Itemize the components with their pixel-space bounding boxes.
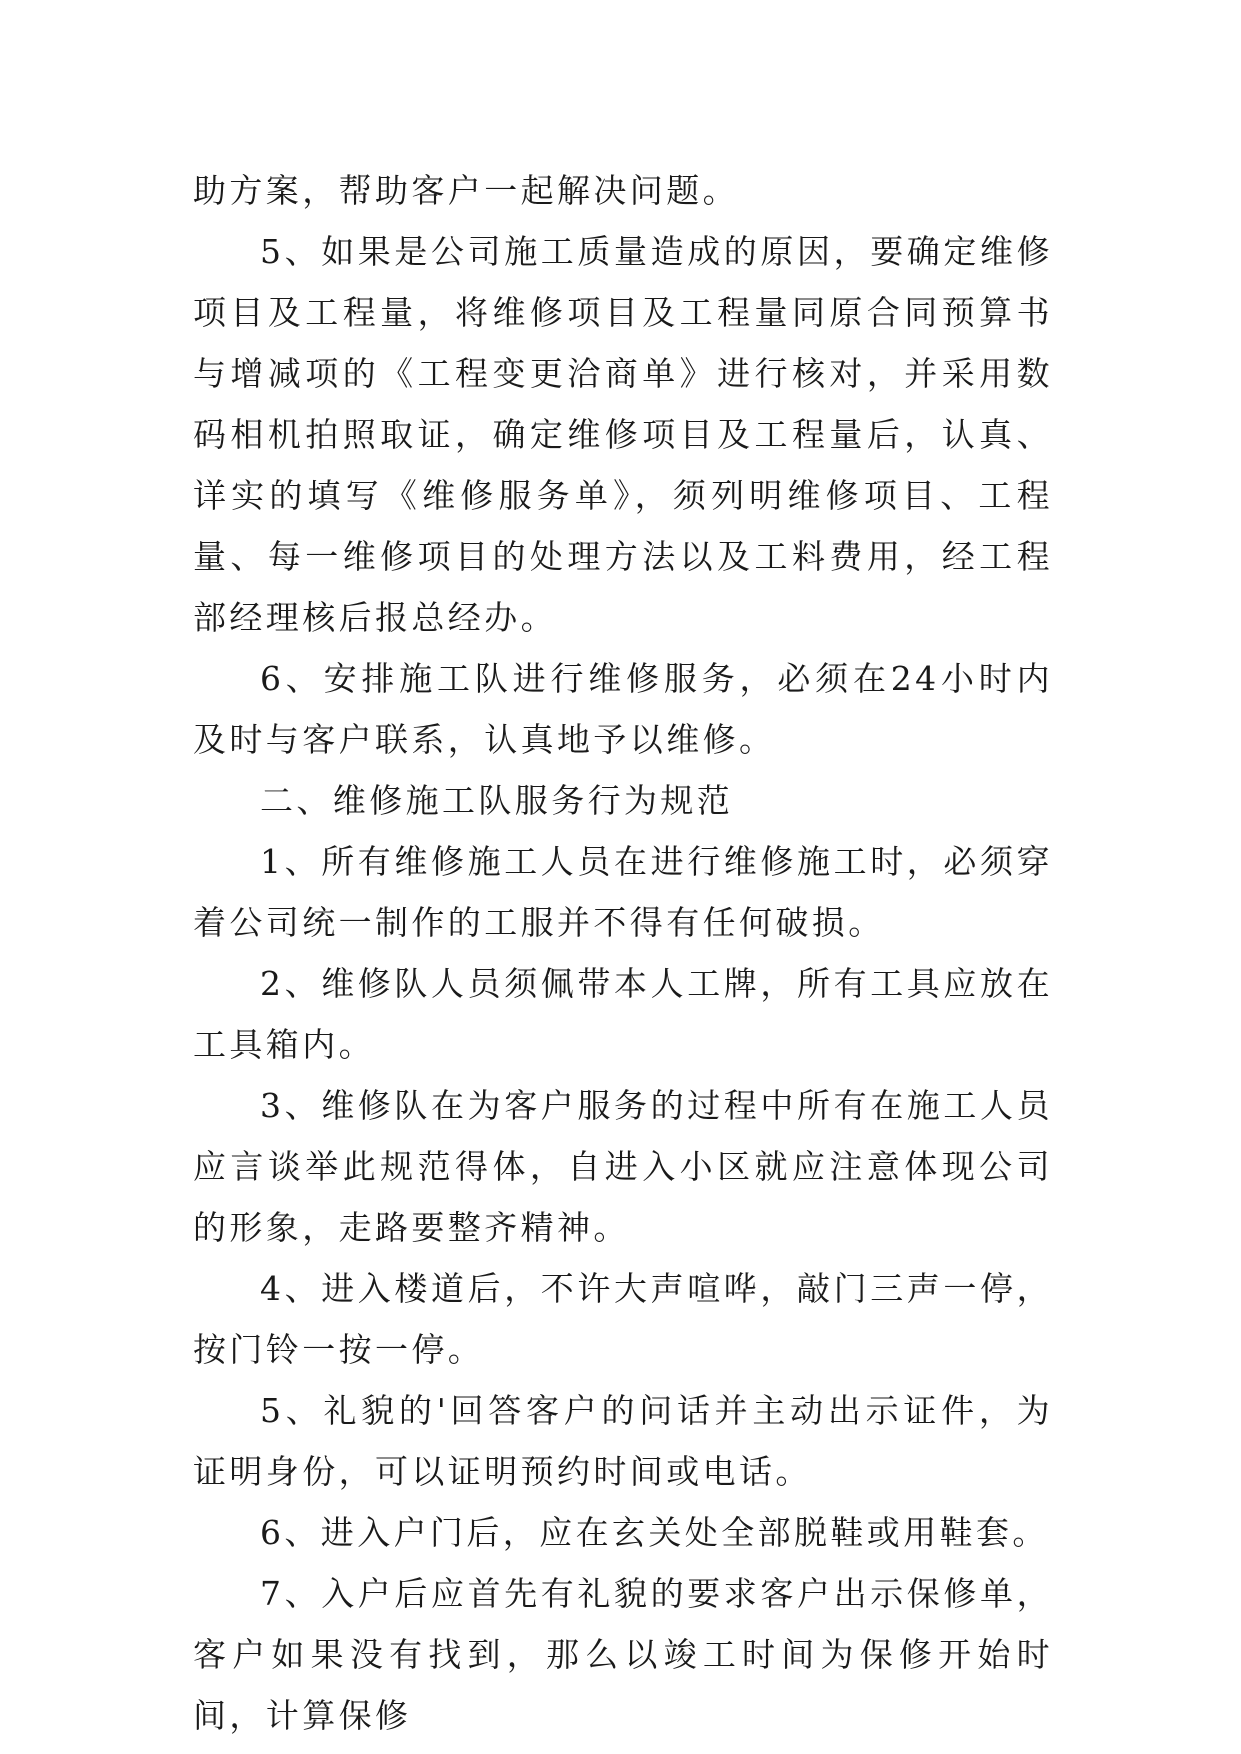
document-body: [193, 160, 1053, 1746]
section-heading-team-conduct: 二、维修施工队服务行为规范: [260, 781, 734, 820]
paragraph-conduct-1-uniform: 1、所有维修施工人员在进行维修施工时，必须穿着公司统一制作的工服并不得有任何破损。: [193, 842, 1053, 942]
paragraph-conduct-7-warranty: 7、入户后应首先有礼貌的要求客户出示保修单，客户如果没有找到，那么以竣工时间为保修开始时间，计算保修: [193, 1574, 1053, 1735]
paragraph-conduct-3-behavior: 3、维修队在为客户服务的过程中所有在施工人员应言谈举此规范得体，自进入小区就应注意体现公司的形象，走路要整齐精神。: [193, 1086, 1053, 1247]
paragraph-conduct-4-hallway: 4、进入楼道后，不许大声喧哗，敲门三声一停，按门铃一按一停。: [193, 1269, 1053, 1369]
paragraph-item-6-arrange-team: 6、安排施工队进行维修服务，必须在24小时内及时与客户联系，认真地予以维修。: [193, 659, 1053, 759]
paragraph-conduct-5-courtesy: 5、礼貌的'回答客户的问话并主动出示证件，为证明身份，可以证明预约时间或电话。: [193, 1391, 1053, 1491]
paragraph-continuation: 助方案，帮助客户一起解决问题。: [193, 171, 739, 210]
paragraph-conduct-6-shoes: 6、进入户门后，应在玄关处全部脱鞋或用鞋套。: [260, 1513, 1049, 1552]
paragraph-conduct-2-badge: 2、维修队人员须佩带本人工牌，所有工具应放在工具箱内。: [193, 964, 1053, 1064]
paragraph-item-5-repair-scope: 5、如果是公司施工质量造成的原因，要确定维修项目及工程量，将维修项目及工程量同原合同预算书与增减项的《工程变更洽商单》进行核对，并采用数码相机拍照取证，确定维修项目及工程量后，认真、详实的填写《维修服务单》，须列明维修项目、工程量、每一维修项目的处理方法以及工料费用，经工程部经理核后报总经办。: [193, 232, 1053, 637]
